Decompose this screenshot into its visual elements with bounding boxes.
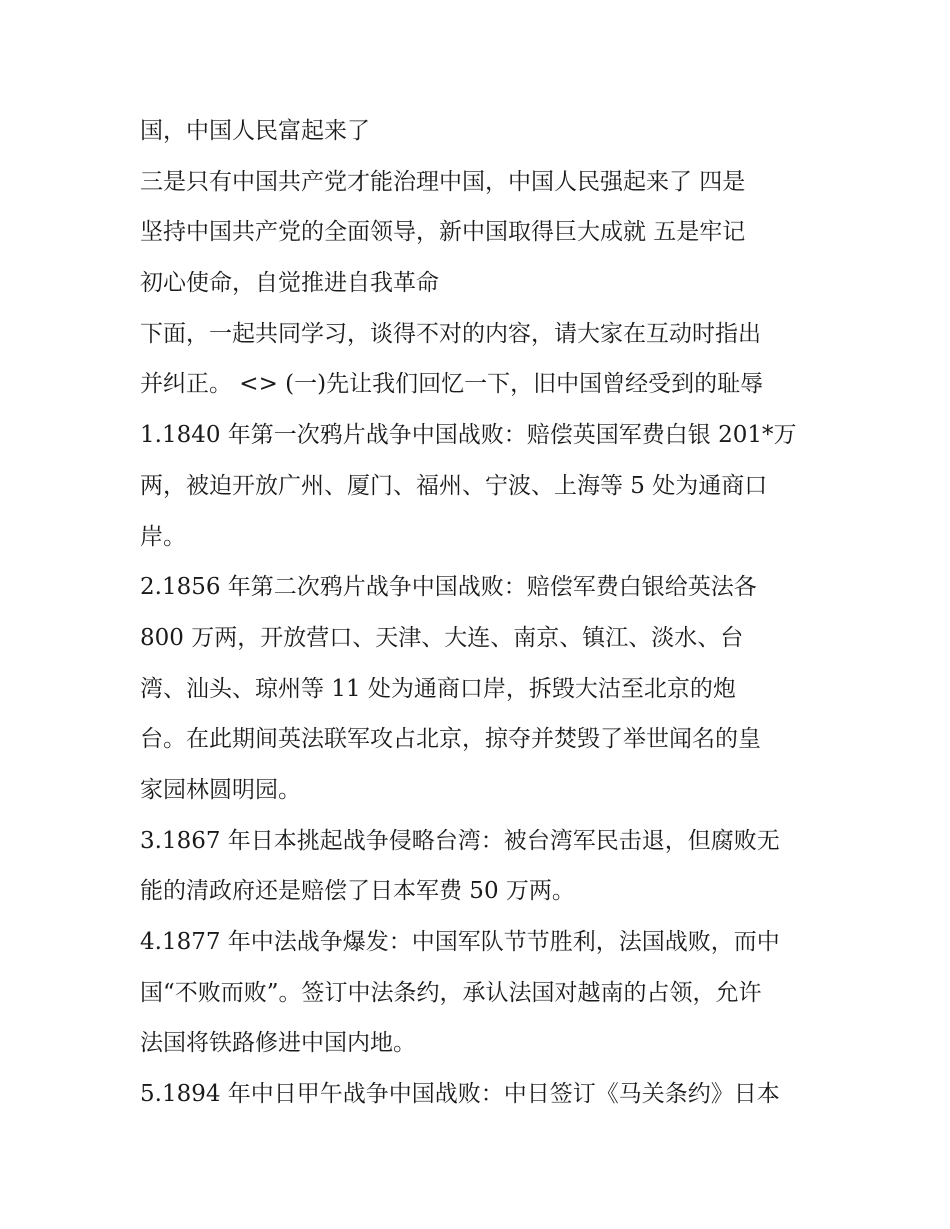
text-line: 4.1877 年中法战争爆发：中国军队节节胜利，法国战败，而中 — [140, 929, 780, 955]
text-line: 下面，一起共同学习，谈得不对的内容，请大家在互动时指出 — [140, 320, 761, 347]
text-line: 岸。 — [140, 523, 186, 550]
text-line: 5.1894 年中日甲午战争中国战败：中日签订《马关条约》日本 — [140, 1081, 780, 1108]
text-line: 初心使命，自觉推进自我革命 — [140, 270, 439, 297]
text-line: 台。在此期间英法联军攻占北京，掠夺并焚毁了举世闻名的皇 — [140, 726, 761, 753]
text-line: 并纠正。 <> (一)先让我们回忆一下，旧中国曾经受到的耻辱 — [140, 371, 764, 398]
text-line: 法国将铁路修进中国内地。 — [140, 1030, 416, 1057]
document-body — [140, 106, 820, 1120]
text-line: 国，中国人民富起来了 — [140, 118, 370, 144]
text-line: 800 万两，开放营口、天津、大连、南京、镇江、淡水、台 — [140, 624, 744, 651]
text-line: 坚持中国共产党的全面领导，新中国取得巨大成就 五是牢记 — [140, 219, 746, 246]
text-line: 湾、汕头、琼州等 11 处为通商口岸，拆毁大沽至北京的炮 — [140, 675, 736, 702]
text-line: 家园林圆明园。 — [140, 776, 301, 803]
text-line: 1.1840 年第一次鸦片战争中国战败：赔偿英国军费白银 201*万 — [140, 422, 797, 449]
text-line: 3.1867 年日本挑起战争侵略台湾：被台湾军民击退，但腐败无 — [140, 827, 780, 854]
text-line: 两，被迫开放广州、厦门、福州、宁波、上海等 5 处为通商口 — [140, 472, 768, 499]
text-line: 2.1856 年第二次鸦片战争中国战败：赔偿军费白银给英法各 — [140, 574, 757, 601]
text-line: 国“不败而败”。签订中法条约，承认法国对越南的占领，允许 — [140, 979, 762, 1006]
text-line: 能的清政府还是赔偿了日本军费 50 万两。 — [140, 878, 575, 905]
text-line: 三是只有中国共产党才能治理中国，中国人民强起来了 四是 — [140, 168, 746, 195]
